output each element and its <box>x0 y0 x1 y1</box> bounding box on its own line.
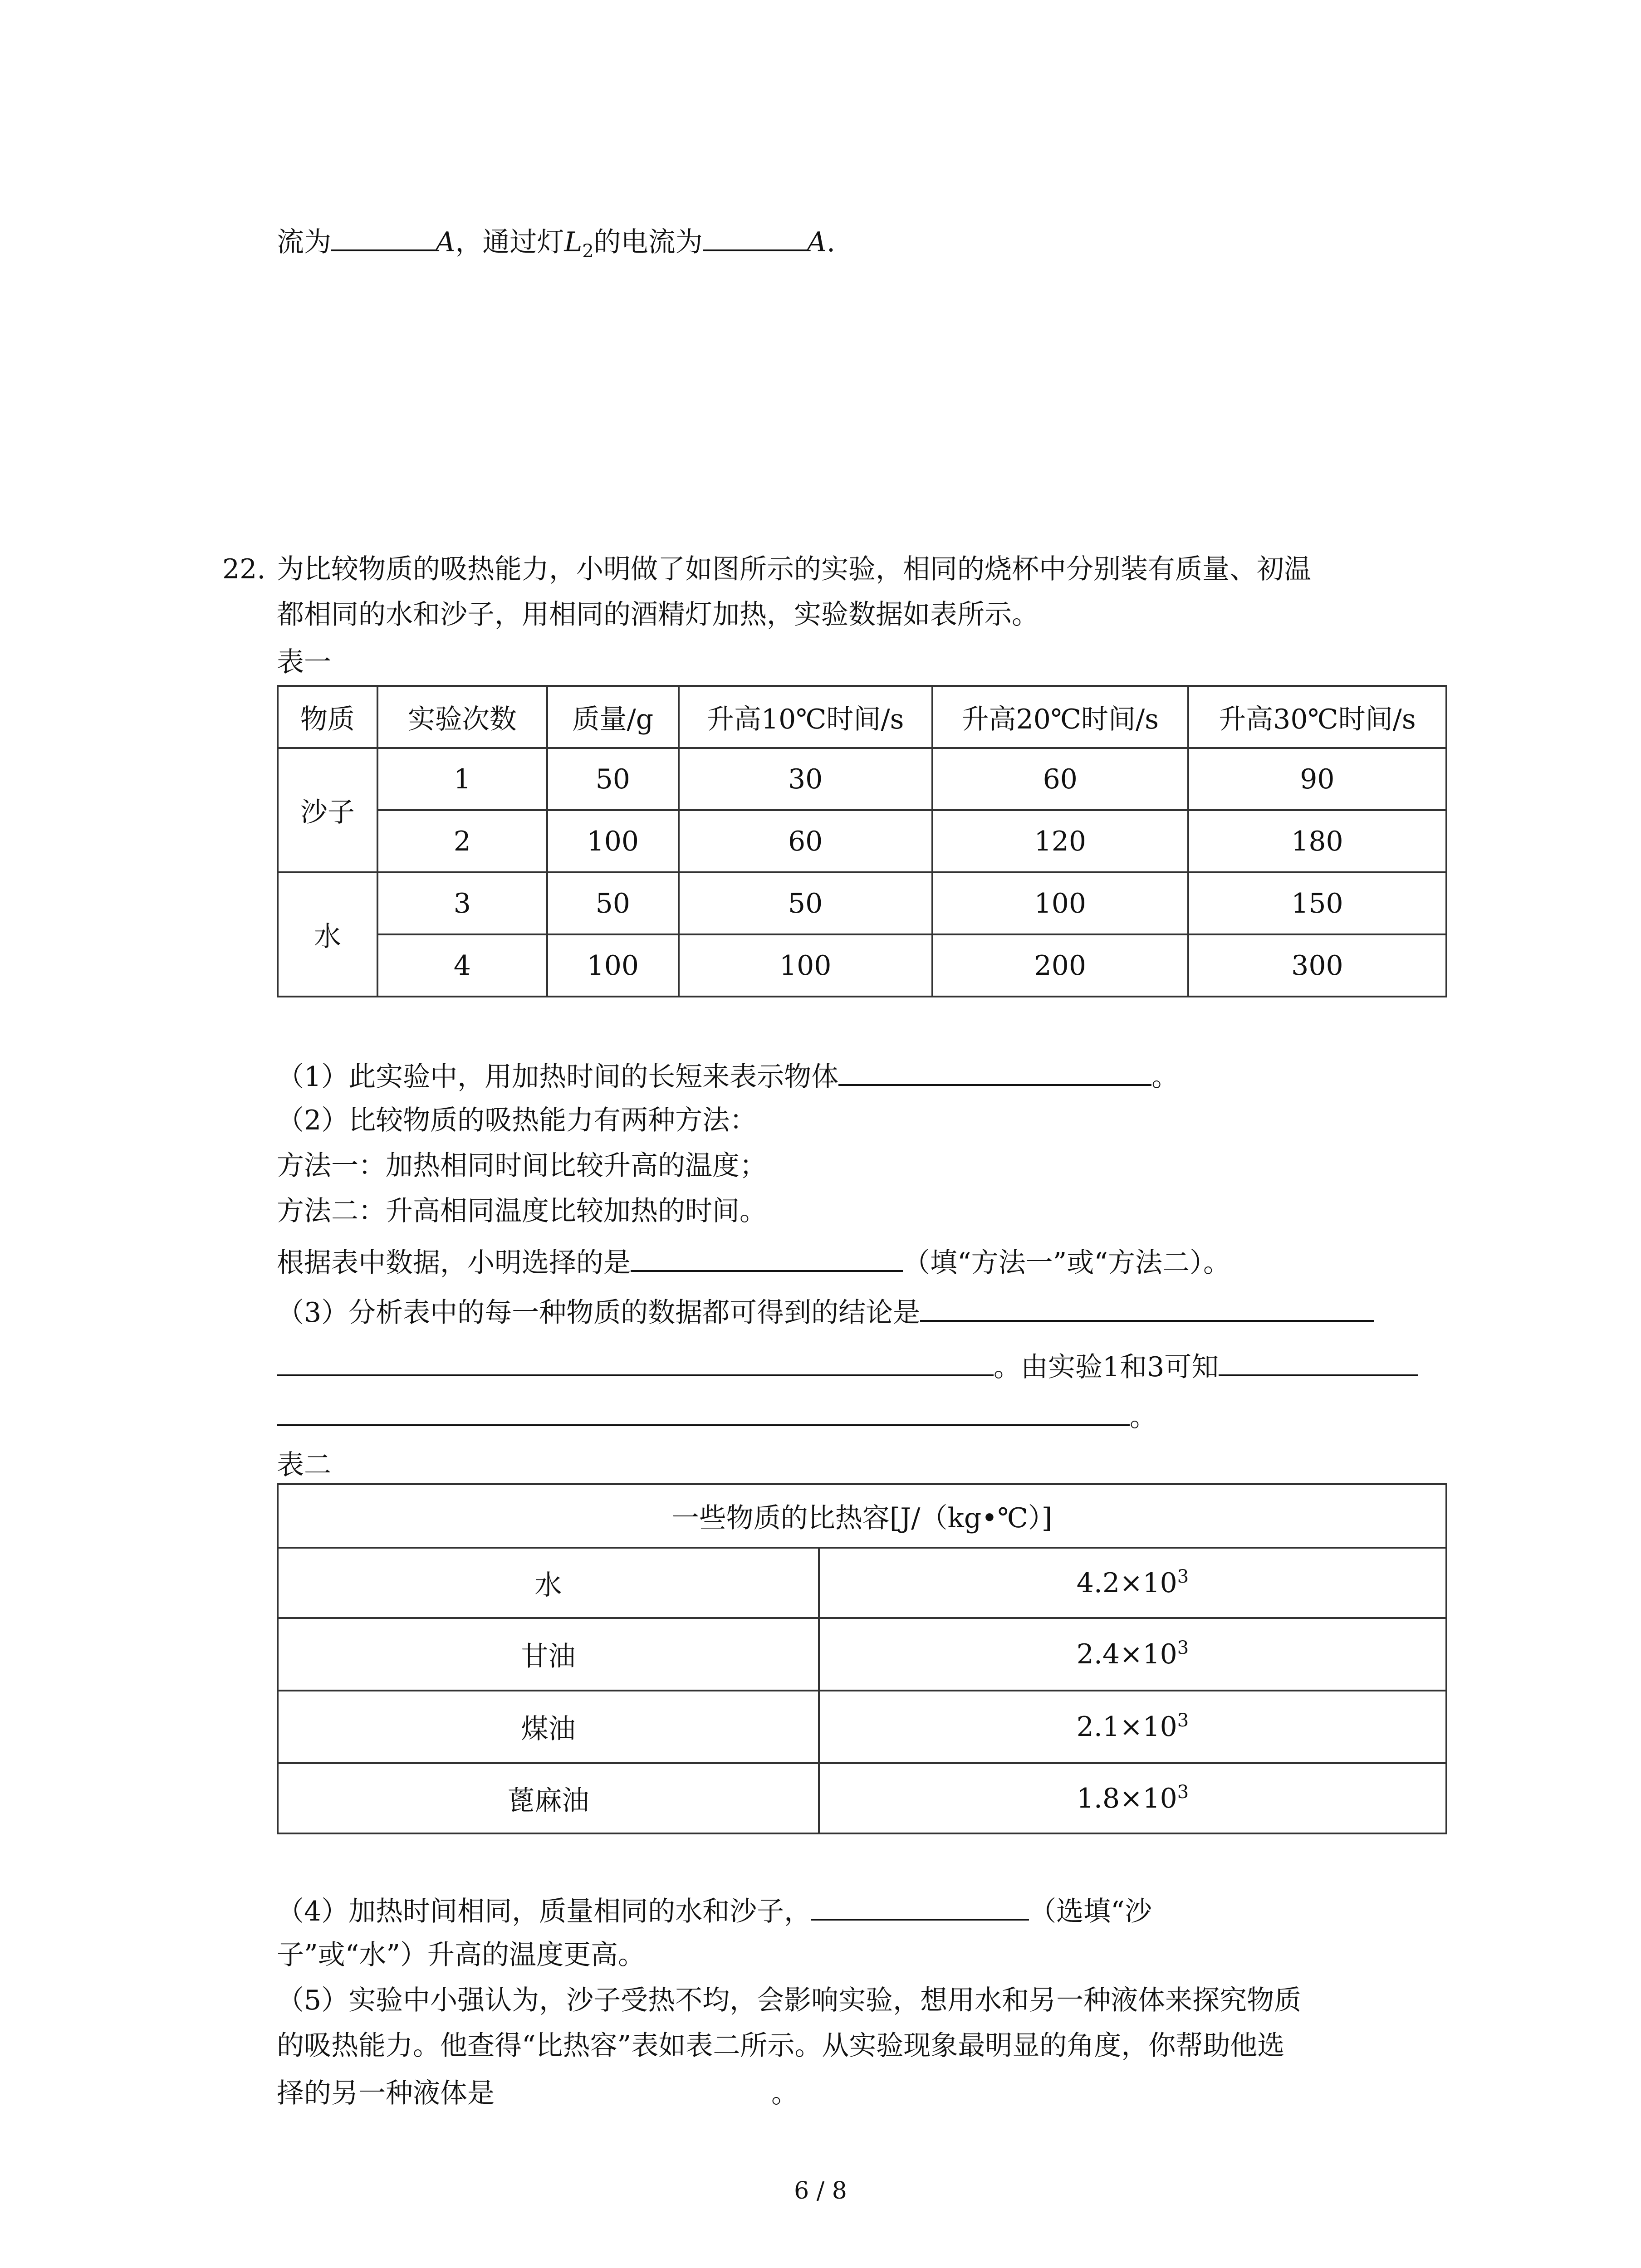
text-fragment: 择的另一种液体是 <box>277 2077 495 2109</box>
coefficient: 4.2×10 <box>1076 1567 1177 1599</box>
answer-blank-1[interactable] <box>331 222 436 251</box>
exponent: 3 <box>1177 1710 1189 1731</box>
header-cell: 升高30℃时间/s <box>1188 686 1446 748</box>
table-cell: 30 <box>679 748 932 810</box>
substance-cell: 沙子 <box>278 748 377 872</box>
table2-caption-row <box>278 1484 1446 1548</box>
exponent: 3 <box>1177 1781 1189 1803</box>
coefficient: 1.8×10 <box>1076 1782 1177 1814</box>
table-row <box>278 934 1446 997</box>
question-text-line-1: 为比较物质的吸热能力，小明做了如图所示的实验，相同的烧杯中分别装有质量、初温 <box>277 553 1311 585</box>
table-cell: 100 <box>547 810 679 872</box>
exponent: 3 <box>1177 1637 1189 1658</box>
table-row <box>278 1548 1446 1618</box>
header-cell: 物质 <box>278 686 377 748</box>
subq-5-line-1: （5）实验中小强认为，沙子受热不均，会影响实验，想用水和另一种液体来探究物质 <box>277 1984 1302 2016</box>
text-fragment: 流为 <box>277 226 331 258</box>
table-cell: 150 <box>1188 872 1446 934</box>
coefficient: 2.4×10 <box>1076 1638 1177 1670</box>
text-fragment: （填“方法一”或“方法二）。 <box>903 1247 1231 1279</box>
table-row <box>278 872 1446 934</box>
subq-1 <box>277 1057 1179 1095</box>
subq-2-choice <box>277 1243 1230 1281</box>
page-number: 6 / 8 <box>794 2177 847 2204</box>
exponent: 3 <box>1177 1566 1189 1587</box>
lamp-label: L <box>564 226 583 258</box>
method-1: 方法一：加热相同时间比较升高的温度； <box>277 1150 767 1182</box>
subq-5-line-2: 的吸热能力。他查得“比热容”表如表二所示。从实验现象最明显的角度，你帮助他选 <box>277 2030 1285 2062</box>
text-fragment: ，通过灯 <box>455 226 564 258</box>
text-fragment: （3）分析表中的每一种物质的数据都可得到的结论是 <box>277 1297 921 1329</box>
table-cell: 100 <box>679 934 932 997</box>
table-cell: 180 <box>1188 810 1446 872</box>
table-row <box>278 810 1446 872</box>
subq-3-end <box>277 1397 1157 1435</box>
table2-title: 表二 <box>277 1449 331 1481</box>
answer-blank-s2[interactable] <box>631 1243 903 1272</box>
table-cell: 120 <box>932 810 1188 872</box>
text-fragment: 根据表中数据，小明选择的是 <box>277 1247 631 1279</box>
subq-3-cont <box>277 1347 1418 1385</box>
question-number: 22. <box>222 553 266 585</box>
answer-blank-2[interactable] <box>703 222 807 251</box>
text-fragment: 。由实验1和3可知 <box>994 1351 1219 1383</box>
table-cell: 50 <box>679 872 932 934</box>
answer-blank-s3a[interactable] <box>920 1293 1374 1322</box>
table-cell: 100 <box>932 872 1188 934</box>
answer-blank-s3d[interactable] <box>277 1397 1130 1426</box>
table1-header-row <box>278 686 1446 748</box>
unit: A <box>807 226 827 258</box>
table-cell: 200 <box>932 934 1188 997</box>
table-cell: 50 <box>547 748 679 810</box>
method-2: 方法二：升高相同温度比较加热的时间。 <box>277 1195 767 1227</box>
text-fragment: 。 <box>771 2077 798 2109</box>
table-cell: 1 <box>377 748 547 810</box>
table2 <box>277 1483 1447 1834</box>
substance-cell: 甘油 <box>278 1618 819 1691</box>
value-cell <box>819 1763 1446 1833</box>
answer-blank-s1[interactable] <box>838 1057 1151 1086</box>
header-cell: 实验次数 <box>377 686 547 748</box>
table-cell: 50 <box>547 872 679 934</box>
answer-blank-s3b[interactable] <box>277 1347 994 1376</box>
subq-3 <box>277 1293 1374 1331</box>
answer-blank-s4[interactable] <box>811 1892 1029 1921</box>
table-cell: 60 <box>679 810 932 872</box>
subq-2: （2）比较物质的吸热能力有两种方法： <box>277 1105 757 1136</box>
text-fragment: 。 <box>1151 1061 1179 1093</box>
subq-5-line-3 <box>277 2075 798 2112</box>
table1-title: 表一 <box>277 646 331 678</box>
text-fragment: 。 <box>1130 1401 1157 1433</box>
table-cell: 100 <box>547 934 679 997</box>
table-cell: 3 <box>377 872 547 934</box>
table-row <box>278 1763 1446 1833</box>
substance-cell: 煤油 <box>278 1691 819 1763</box>
answer-blank-s3c[interactable] <box>1219 1347 1418 1376</box>
table2-caption: 一些物质的比热容[J/（kg•℃）] <box>278 1484 1446 1548</box>
table-cell: 300 <box>1188 934 1446 997</box>
substance-cell: 水 <box>278 1548 819 1618</box>
text-fragment: . <box>826 226 836 258</box>
value-cell <box>819 1618 1446 1691</box>
header-cell: 质量/g <box>547 686 679 748</box>
value-cell <box>819 1548 1446 1618</box>
table-cell: 60 <box>932 748 1188 810</box>
table-cell: 90 <box>1188 748 1446 810</box>
substance-cell: 蓖麻油 <box>278 1763 819 1833</box>
table1 <box>277 685 1447 997</box>
subq-4 <box>277 1892 1152 1930</box>
substance-cell: 水 <box>278 872 377 997</box>
subq-4-cont: 子”或“水”）升高的温度更高。 <box>277 1939 646 1971</box>
table-row <box>278 748 1446 810</box>
lamp-subscript: 2 <box>582 241 594 262</box>
value-cell <box>819 1691 1446 1763</box>
table-cell: 2 <box>377 810 547 872</box>
unit: A <box>436 226 456 258</box>
text-fragment: （选填“沙 <box>1029 1896 1152 1927</box>
question-text-line-2: 都相同的水和沙子，用相同的酒精灯加热，实验数据如表所示。 <box>277 599 1039 631</box>
text-fragment: 的电流为 <box>593 226 703 258</box>
prev-question-tail <box>277 222 835 260</box>
table-cell: 4 <box>377 934 547 997</box>
text-fragment: （1）此实验中，用加热时间的长短来表示物体 <box>277 1061 839 1093</box>
table-row <box>278 1618 1446 1691</box>
coefficient: 2.1×10 <box>1076 1711 1177 1743</box>
table-row <box>278 1691 1446 1763</box>
header-cell: 升高20℃时间/s <box>932 686 1188 748</box>
header-cell: 升高10℃时间/s <box>679 686 932 748</box>
text-fragment: （4）加热时间相同，质量相同的水和沙子， <box>277 1896 812 1927</box>
